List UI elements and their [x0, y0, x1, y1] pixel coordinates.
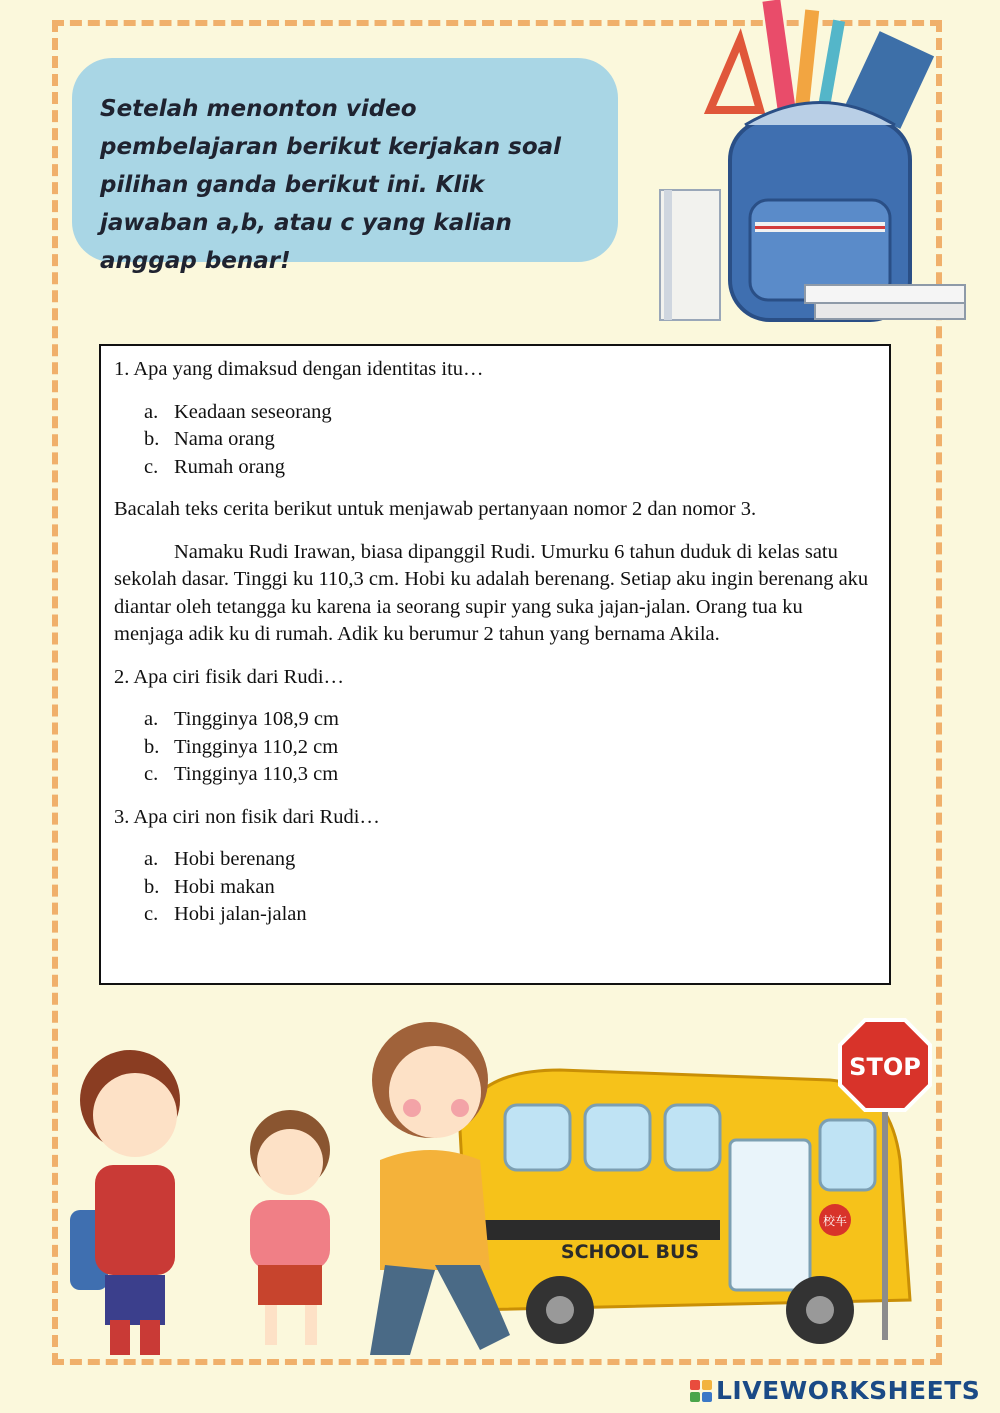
- story-paragraph: Namaku Rudi Irawan, biasa dipanggil Rudi. Umurku 6 tahun duduk di kelas satu sekolah dasar. Tinggi ku 110,3 cm. Hobi ku adalah berenang. Setiap aku ingin berenang aku diantar oleh tetangga ku karena ia seorang supir yang suka jajan-jalan. Orang tua ku menjaga adik ku di rumah. Adik ku berumur 2 tahun yang bernama Akila.: [114, 540, 869, 645]
- liveworksheets-logo-icon: [690, 1380, 712, 1402]
- logo-text: LIVEWORKSHEETS: [716, 1376, 981, 1405]
- instruction-text: Setelah menonton video pembelajaran berikut kerjakan soal pilihan ganda berikut ini. Klik jawaban a,b, atau c yang kalian anggap benar!: [100, 96, 562, 274]
- child-girl-figure: [250, 1110, 330, 1345]
- question-2-options: [144, 706, 875, 789]
- school-bus-icon: [460, 1070, 910, 1344]
- question-box: [99, 344, 891, 985]
- question-3: 3. Apa ciri non fisik dari Rudi…: [114, 805, 380, 828]
- question-1-options: [144, 399, 875, 482]
- option-1a[interactable]: a. Keadaan seseorang: [144, 400, 332, 423]
- question-1: 1. Apa yang dimaksud dengan identitas itu…: [114, 358, 484, 380]
- option-1b[interactable]: b. Nama orang: [144, 428, 275, 450]
- option-2b[interactable]: b. Tingginya 110,2 cm: [144, 735, 339, 758]
- backpack-illustration: [650, 0, 970, 330]
- bus-label: SCHOOL BUS: [560, 1241, 700, 1263]
- option-3b[interactable]: b. Hobi makan: [144, 875, 275, 898]
- option-1c[interactable]: c. Rumah orang: [144, 455, 286, 478]
- option-3c[interactable]: c. Hobi jalan-jalan: [144, 903, 307, 925]
- reading-intro: Bacalah teks cerita berikut untuk menjawab pertanyaan nomor 2 dan nomor 3.: [114, 498, 757, 520]
- liveworksheets-logo: [690, 1376, 980, 1405]
- question-2: 2. Apa ciri fisik dari Rudi…: [114, 665, 345, 688]
- pencil-icon: [762, 0, 795, 111]
- option-2a[interactable]: a. Tingginya 108,9 cm: [144, 708, 339, 730]
- triangle-ruler-icon: [710, 40, 760, 110]
- instruction-banner: [72, 58, 618, 274]
- child-boy-figure: [70, 1050, 180, 1355]
- school-bus-illustration: [40, 1010, 960, 1370]
- option-2c[interactable]: c. Tingginya 110,3 cm: [144, 763, 339, 785]
- option-3a[interactable]: a. Hobi berenang: [144, 848, 296, 870]
- question-3-options: [144, 846, 875, 929]
- bus-badge-text: 校车: [822, 1214, 848, 1228]
- stop-sign-text: STOP: [849, 1053, 921, 1081]
